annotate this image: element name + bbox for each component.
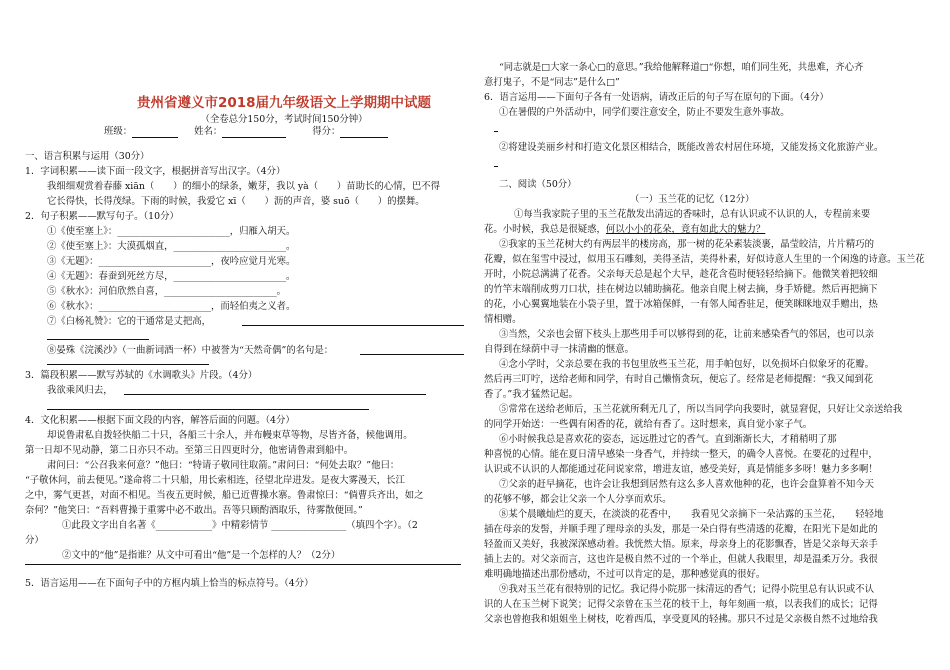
score-blank[interactable] <box>340 127 388 138</box>
text-line: ①每当我家院子里的玉兰花散发出清远的香味时，总有认识或不认识的人，专程前来要 <box>514 209 871 220</box>
text-line: 插在母亲的发髻，并顺手理了理母亲的头发，那是一朵白得有些清透的花瓣，在阳光下是如此的 <box>484 524 878 535</box>
answer-rule[interactable] <box>47 364 209 365</box>
text-line: “子敬休问，前去便见。”遂命将二十只船，用长索相连，径望北岸进发。是夜大雾漫天，长江 <box>25 475 405 486</box>
answer-mark[interactable] <box>494 131 498 132</box>
text-line: 却说鲁肃私自拨轻快船二十只，各船三十余人，并布幔束草等物，尽皆齐备，候他调用。 <box>47 430 413 441</box>
text-line: 3．篇段积累——默写苏轼的《水调歌头》片段。（4分） <box>25 370 258 381</box>
text-line: “同志就是□大家一条心□的意思。”我给他解释道□“你想，咱们同生死，共患难，齐心齐 <box>499 62 864 73</box>
text-line: 花。小时候，我总是很疑惑，何以小小的花朵，竟有如此大的魅力？ <box>484 224 766 235</box>
answer-rule[interactable] <box>242 325 464 326</box>
text-line: 种喜悦的心情。能在夏日清早感染一身香气，并持续一整天，的确令人喜悦。在要花的过程中， <box>484 449 878 460</box>
text-line: ⑧晏殊《浣溪沙》（一曲新词酒一杯）中被誉为“天然奇偶”的名句是： <box>47 345 334 356</box>
text-line: 分） <box>25 535 44 546</box>
text-line: ⑨我对玉兰花有很特别的记忆。我记得小院那一抹清远的香气；记得小院里总有认识或不认 <box>499 584 875 595</box>
class-label: 班级： <box>104 126 133 137</box>
text-line: 它长得快，长得茂绿。下雨的时候，我爱它 xī（ ）沥的声音，婆 suō（ ）的摆舞。 <box>47 196 425 207</box>
answer-rule[interactable] <box>47 409 369 410</box>
text-line: 6．语言运用——下面句子各有一处语病，请改正后的句子写在原句的下面。（4分） <box>484 92 829 103</box>
text-line: ⑧某个晨曦灿烂的夏天，在淡淡的花香中， 我看见父亲摘下一朵沾露的玉兰花， 轻轻地 <box>499 509 884 520</box>
text-line: ③当然，父亲也会留下枝头上那些用手可以够得到的花，让前来感染香气的邻居，也可以亲 <box>499 329 875 340</box>
text-line: 我细细观赏着春藤 xiān（ ）的细小的绿条，嫩芽，我以 yà（ ）苗助长的心情，巴不得 <box>47 181 441 192</box>
text-line: ①此段文字出自名著《____________》中精彩情节 ________________（填四个字）。（2 <box>62 520 418 531</box>
text-line: ⑤常常在送给老师后，玉兰花就所剩无几了，所以当同学向我要时，就显窘促，只好让父亲送给我 <box>499 404 903 415</box>
text-line: ②文中的“他”是指谁？从文中可看出“他”是一个怎样的人？（2分） <box>62 550 341 561</box>
exam-subtitle: （全卷总分150分，考试时间150分钟） <box>200 114 368 125</box>
text-line: 的竹竿末端削成剪刀口状，挂在树边以辅助摘花。他亲自爬上树去摘，身手矫健。然后再把摘下 <box>484 284 878 295</box>
text-line: ①在暑假的户外活动中，同学们要注意安全，防止不要发生意外事故。 <box>499 107 790 118</box>
text-line: ①《使至塞上》：________________________，归雁入胡天。 <box>47 226 296 237</box>
text-line: ②《使至塞上》：大漠孤烟直，________________________。 <box>47 241 296 252</box>
answer-rule[interactable] <box>25 564 461 565</box>
text-line: ④《无题》：春蚕到死丝方尽，________________________。 <box>47 271 296 282</box>
text-line: 奈何？”他笑曰：“吾料曹操于重雾中必不敢出。吾等只顾酌酒取乐，待雾散便回。” <box>25 505 363 516</box>
text-line: 自得到在绿荫中寻一抹清幽的惬意。 <box>484 344 635 355</box>
answer-rule[interactable] <box>360 354 464 355</box>
text-line: 一、语言积累与运用（30分） <box>25 151 150 162</box>
text-line: （一）玉兰花的记忆（12分） <box>630 194 755 205</box>
text-line: 插上去的。对父亲而言，这也许是极自然不过的一个举止，但就人我眼里，却是温柔万分。我很 <box>484 554 878 565</box>
text-line: 轻盈而又美好，我被深深感动着。我恍然大悟。原来，母亲身上的花影飘香，皆是父亲每天亲手 <box>484 539 878 550</box>
answer-mark[interactable] <box>494 166 498 167</box>
text-line: ②我家的玉兰花树大约有两层半的楼房高，那一树的花朵素装淡裹，晶莹皎洁，片片精巧的 <box>499 239 875 250</box>
text-line: 第一日却不见动静，第二日亦只不动。至第三日四更时分，他密请鲁肃到船中。 <box>25 445 354 456</box>
text-line: ③《无题》：________________________，夜吟应觉月光寒。 <box>47 256 296 267</box>
text-line: 肃问曰：“公召我来何意？”他曰：“特请子敬同往取箭。”肃问曰：“何处去取？”他曰： <box>47 460 400 471</box>
text-line: ②将建设美丽乡村和打造文化景区相结合，既能改善农村居住环境，又能发扬文化旅游产业。 <box>499 142 884 153</box>
name-label: 姓名： <box>194 126 223 137</box>
text-line: ⑤《秋水》：河伯欣然自喜，________________________。 <box>47 286 287 297</box>
answer-rule[interactable] <box>47 339 149 340</box>
text-line: ④念小学时，父亲总要在我的书包里放些玉兰花，用手帕包好，以免损坏白似象牙的花瓣。 <box>499 359 875 370</box>
text-line: 情相赠。 <box>484 314 522 325</box>
text-line: 之中，雾气更甚，对面不相见。当夜五更时候，船已近曹操水寨。鲁肃惊曰：“倘曹兵齐出，如之 <box>25 490 424 501</box>
text-line: ⑦《白杨礼赞》：它的干通常是丈把高， <box>47 316 212 327</box>
text-line: ⑥小时候我总是喜欢花的姿态，远远胜过它的香气。直到渐渐长大，才稍稍明了那 <box>499 434 837 445</box>
text-line: 的花够不够，都会让父亲一个人分享而欢乐。 <box>484 494 672 505</box>
text-line: 开时，小院总满满了花香。父亲每天总是起个大早，趁花含苞时便轻轻给摘下。他微笑着把较细 <box>484 269 878 280</box>
text-line: 二、阅读（50分） <box>499 179 577 190</box>
text-line: 父亲也曾抱我和姐姐坐上树枝，吃着西瓜，享受夏风的轻拂。那只不过是父亲极自然不过地给我 <box>484 614 878 625</box>
class-blank[interactable] <box>132 127 178 138</box>
name-blank[interactable] <box>222 127 286 138</box>
text-line: ⑦父亲的赶早摘花，也许会让我想到居然有这么多人喜欢他种的花，也许会盘算着不知今天 <box>499 479 875 490</box>
score-label: 得分： <box>312 126 341 137</box>
text-line: 识的人在玉兰树下说笑；记得父亲曾在玉兰花的枝干上，每年刻画一痕，以表我们的成长；记得 <box>484 599 878 610</box>
text-line: 我欲乘风归去， <box>47 385 113 396</box>
text-line: 的花，小心翼翼地装在小袋子里，置于冰箱保鲜，一有邻人闻香驻足，便笑眯眯地双手赠出，热 <box>484 299 878 310</box>
text-line: 难明确地描述出那份感动，不过可以肯定的是，那种感觉真的很好。 <box>484 569 766 580</box>
text-line: 1．字词积累——读下面一段文字，根据拼音写出汉字。（4分） <box>25 166 286 177</box>
student-info-line <box>104 126 388 138</box>
text-line: 意打鬼子，不是“同志”是什么□” <box>484 77 620 88</box>
text-line: 2．句子积累——默写句子。（10分） <box>25 211 179 222</box>
answer-rule[interactable] <box>124 394 426 395</box>
text-line: 的同学开始送：一些偶有闲香的花，就给有香了。这时想来，真自觉小家子气。 <box>484 419 813 430</box>
text-line: ⑥《秋水》：________________________，而轻伯夷之义者。 <box>47 301 296 312</box>
text-line: 花瓣，似在玺雪中浸过，似用玉石雕刻，美得圣洁，美得朴素，好似诗意人生里的一个闲逸的诗意。玉兰花 <box>484 254 925 265</box>
underlined-question: 何以小小的花朵，竟有如此大的魅力？ <box>605 224 766 235</box>
text-line: 认识或不认识的人都能通过花问说家常，增进友谊，感受美好，真是情能多多呀！魅力多多啊！ <box>484 464 878 475</box>
text-line: 4．文化积累——根据下面文段的内容，解答后面的问题。（4分） <box>25 415 295 426</box>
exam-title: 贵州省遵义市2018届九年级语文上学期期中试题 <box>136 95 432 111</box>
text-line: 香了。”我才猛然记起。 <box>484 389 578 400</box>
text-line: 然后再三叮咛，送给老师和同学，有时自己懒惰贪玩，便忘了。经常是老师提醒：“我又闻到花 <box>484 374 874 385</box>
text-line: 5．语言运用——在下面句子中的方框内填上恰当的标点符号。（4分） <box>25 578 314 589</box>
